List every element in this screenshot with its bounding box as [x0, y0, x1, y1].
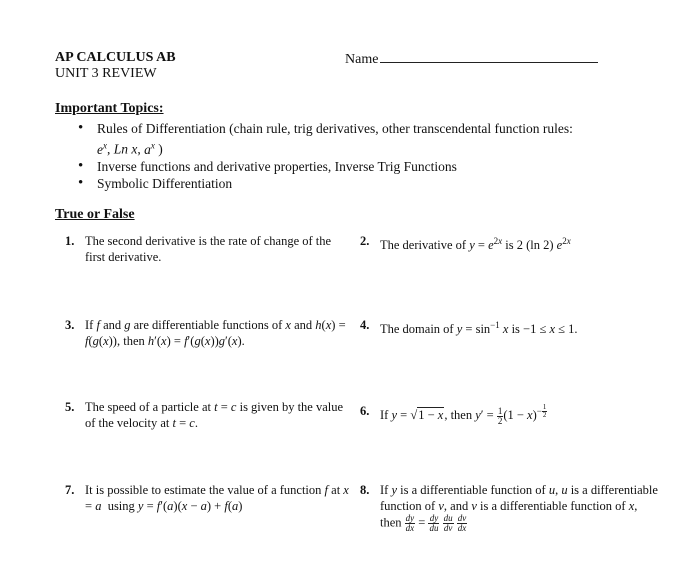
topics-list — [75, 120, 675, 192]
question-1 — [65, 233, 350, 265]
question-6-text: If y = √1 − x, then y′ = $\frac{1}{2}$ $(1 - x)^{- \frac{1}{2}}$ — [380, 403, 547, 426]
topics-heading: Important Topics: — [55, 101, 164, 116]
question-7 — [65, 482, 350, 514]
question-3-number: 3. — [65, 318, 75, 332]
name-field — [345, 50, 598, 68]
topic-item-1-cont: $e^x$, Ln x, $a^x$ ) — [97, 140, 163, 157]
unit-title: UNIT 3 REVIEW — [55, 66, 157, 81]
tf-heading: True or False — [55, 207, 135, 222]
topic-item-3: • Symbolic Differentiation — [75, 175, 675, 192]
question-6 — [360, 403, 660, 426]
topic-item-1-text: Rules of Differentiation (chain rule, trig derivatives, other transcendental function rules: — [97, 121, 573, 136]
question-8 — [360, 482, 660, 533]
question-2-number: 2. — [360, 234, 370, 248]
question-5 — [65, 399, 350, 431]
topic-item-2: • Inverse functions and derivative properties, Inverse Trig Functions — [75, 158, 675, 175]
topic-item-1 — [75, 120, 675, 158]
question-6-number: 6. — [360, 404, 370, 418]
question-3-text: If f and g are differentiable functions of x and h(x) = f(g(x)), then h′(x) = f′(g(x))g′(x). — [85, 318, 346, 348]
question-7-text: It is possible to estimate the value of a function f at x = a using y = f′(a)(x − a) + f(a) — [85, 483, 349, 513]
question-3 — [65, 317, 355, 349]
question-8-number: 8. — [360, 483, 370, 497]
question-8-text: If y is a differentiable function of u, u is a differentiable function of v, and v is a differentiable function of x, then $\frac{dy}{dx}$ = $\frac{dy}{du}$ $\frac{du}{dv}$ $\frac{dv}{dx}$ — [380, 483, 658, 533]
question-5-number: 5. — [65, 400, 75, 414]
question-4-number: 4. — [360, 318, 370, 332]
question-7-number: 7. — [65, 483, 75, 497]
question-2-text: The derivative of $y = e^{2x}$ is 2 (ln 2) $e^{2x}$ — [380, 236, 571, 253]
question-5-text: The speed of a particle at t = c is given by the value of the velocity at t = c. — [85, 400, 344, 430]
question-1-number: 1. — [65, 234, 75, 248]
question-4 — [360, 317, 660, 337]
question-4-text: The domain of $y = \sin^{-1} x$ is −1 ≤ x ≤ 1. — [380, 320, 578, 337]
question-1-text: The second derivative is the rate of change of the first derivative. — [85, 234, 332, 264]
course-title: AP CALCULUS AB — [55, 50, 176, 65]
name-label: Name — [345, 52, 379, 67]
name-blank-line — [380, 50, 598, 63]
question-2 — [360, 233, 660, 253]
